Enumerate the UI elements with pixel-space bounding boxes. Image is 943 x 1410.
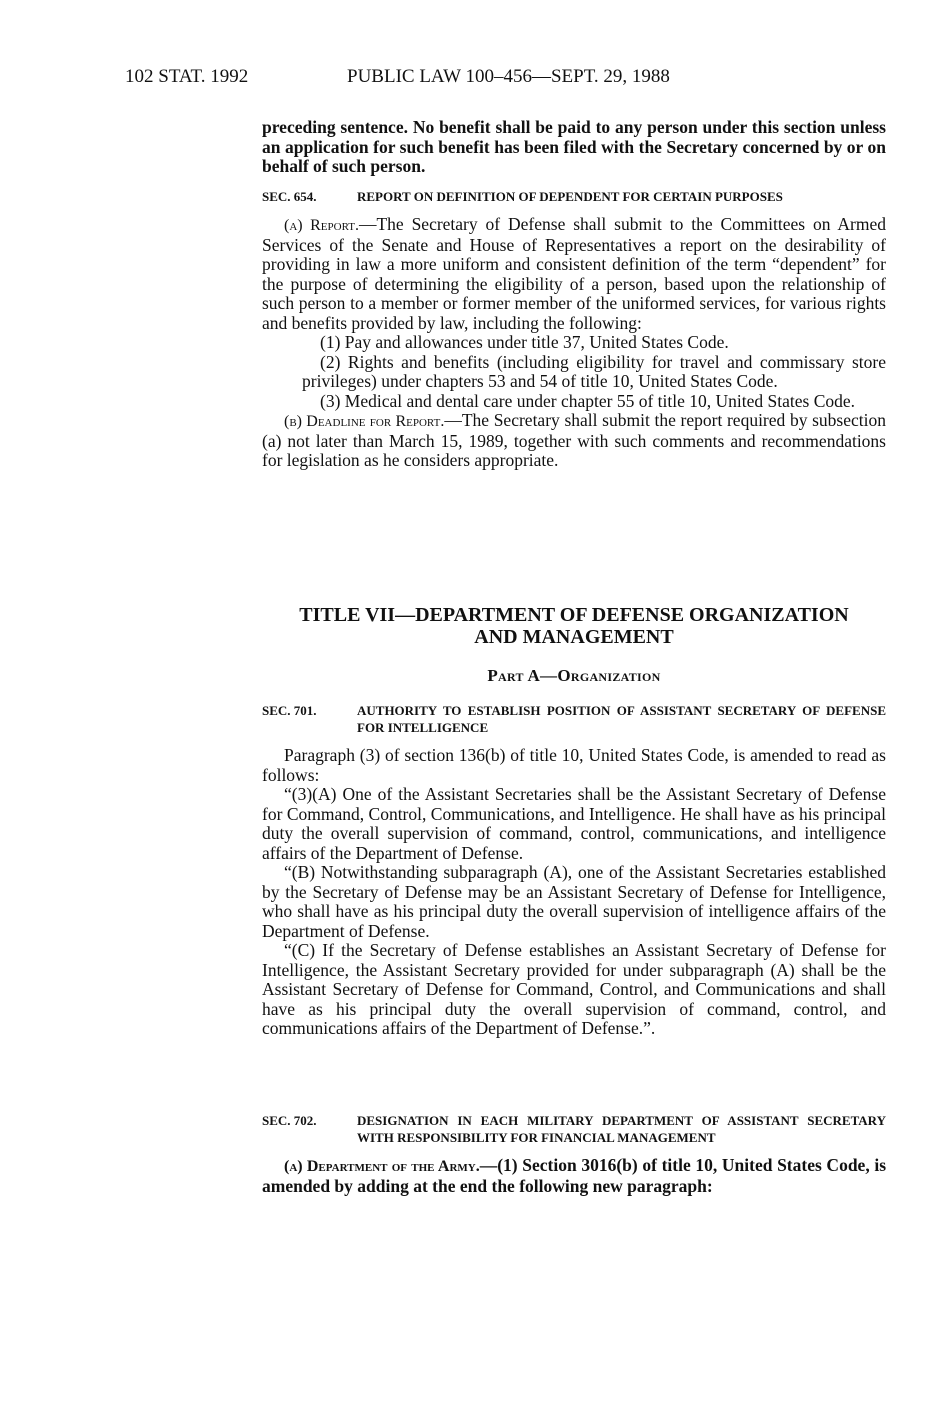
list-item: (2) Rights and benefits (including eligibility for travel and commissary store privileges) under chapters 53 and 54 of title 10, United States Code. <box>302 351 886 391</box>
subsection-a-text: —(1) Section 3016(b) of title 10, United States Code, is amended by adding at the end the following new paragraph: <box>262 1155 887 1196</box>
paragraph: Paragraph (3) of section 136(b) of title 10, United States Code, is amended to read as follows: <box>262 745 886 785</box>
public-law-citation: PUBLIC LAW 100–456—SEPT. 29, 1988 <box>347 66 670 87</box>
list-item: (3) Medical and dental care under chapter 55 of title 10, United States Code. <box>320 390 856 411</box>
section-701-heading <box>262 702 886 736</box>
subsection-b-label: (b) Deadline for Report. <box>284 413 445 430</box>
paragraph: “(B) Notwithstanding subparagraph (A), one of the Assistant Secretaries established by the Secretary of Defense may be an Assistant Secretary of Defense for Intelligence, who shall have as his principal duty the overall supervision of intelligence affairs of the Department of Defense. <box>262 862 886 941</box>
section-654 <box>262 188 886 471</box>
section-number: SEC. 702. <box>262 1113 317 1128</box>
section-702 <box>262 1112 886 1196</box>
paragraph: “(3)(A) One of the Assistant Secretaries shall be the Assistant Secretary of Defense for Command, Control, Communications, and Intelligence. He shall have as his principal duty the overall supervision of command, control, communications, and intelligence affairs of the Department of Defense. <box>262 784 886 863</box>
title-line-1: TITLE VII—DEPARTMENT OF DEFENSE ORGANIZATION <box>299 604 849 626</box>
subsection-b <box>262 411 886 471</box>
title-line-2: AND MANAGEMENT <box>474 626 674 648</box>
section-title: REPORT ON DEFINITION OF DEPENDENT FOR CERTAIN PURPOSES <box>357 189 783 204</box>
section-654-heading <box>262 188 886 205</box>
intro-text: preceding sentence. No benefit shall be paid to any person under this section unless an application for such benefit has been filed with the Secretary concerned by or on behalf of such person. <box>262 117 886 176</box>
subsection-a-label: (a) Department of the Army. <box>284 1158 480 1175</box>
section-702-heading <box>262 1112 886 1146</box>
running-header <box>125 66 805 92</box>
subsection-a-label: (a) Report. <box>284 217 359 234</box>
title-vii-heading <box>262 604 886 648</box>
list-item: (1) Pay and allowances under title 37, United States Code. <box>320 332 729 352</box>
statute-page-number: 102 STAT. 1992 <box>125 66 249 87</box>
subsection-a <box>262 1156 886 1196</box>
section-title: AUTHORITY TO ESTABLISH POSITION OF ASSISTANT SECRETARY OF DEFENSE FOR INTELLIGENCE <box>357 703 886 735</box>
section-number: SEC. 701. <box>262 703 317 718</box>
subsection-b-text: —The Secretary shall submit the report required by subsection (a) not later than March 15, 1989, together with such comments and recommendations for legislation as he considers appropriate. <box>262 410 886 470</box>
subsection-a-text: —The Secretary of Defense shall submit to the Committees on Armed Services of the Senate and House of Representatives a report on the desirability of providing in law a more uniform and consistent definition of the term “dependent” for the purpose of determining the eligibility of a person, based upon the relationship of such person to a member or former member of the uniformed services, for various rights and benefits provided by law, including the following: <box>262 214 886 333</box>
subsection-a <box>262 215 886 333</box>
section-number: SEC. 654. <box>262 189 317 204</box>
section-701 <box>262 702 886 1039</box>
intro-paragraph <box>262 118 886 177</box>
part-a-label: Part A—Organization <box>487 666 661 685</box>
part-a-heading <box>262 666 886 686</box>
section-title: DESIGNATION IN EACH MILITARY DEPARTMENT OF ASSISTANT SECRETARY WITH RESPONSIBILITY FOR FINANCIAL MANAGEMENT <box>357 1113 886 1145</box>
paragraph: “(C) If the Secretary of Defense establishes an Assistant Secretary of Defense for Intelligence, the Assistant Secretary provided for under subparagraph (A) shall be the Assistant Secretary of Defense for Command, Control, and Communications and shall have as his principal duty the overall supervision of command, control, and communications affairs of the Department of Defense.”. <box>262 940 886 1038</box>
